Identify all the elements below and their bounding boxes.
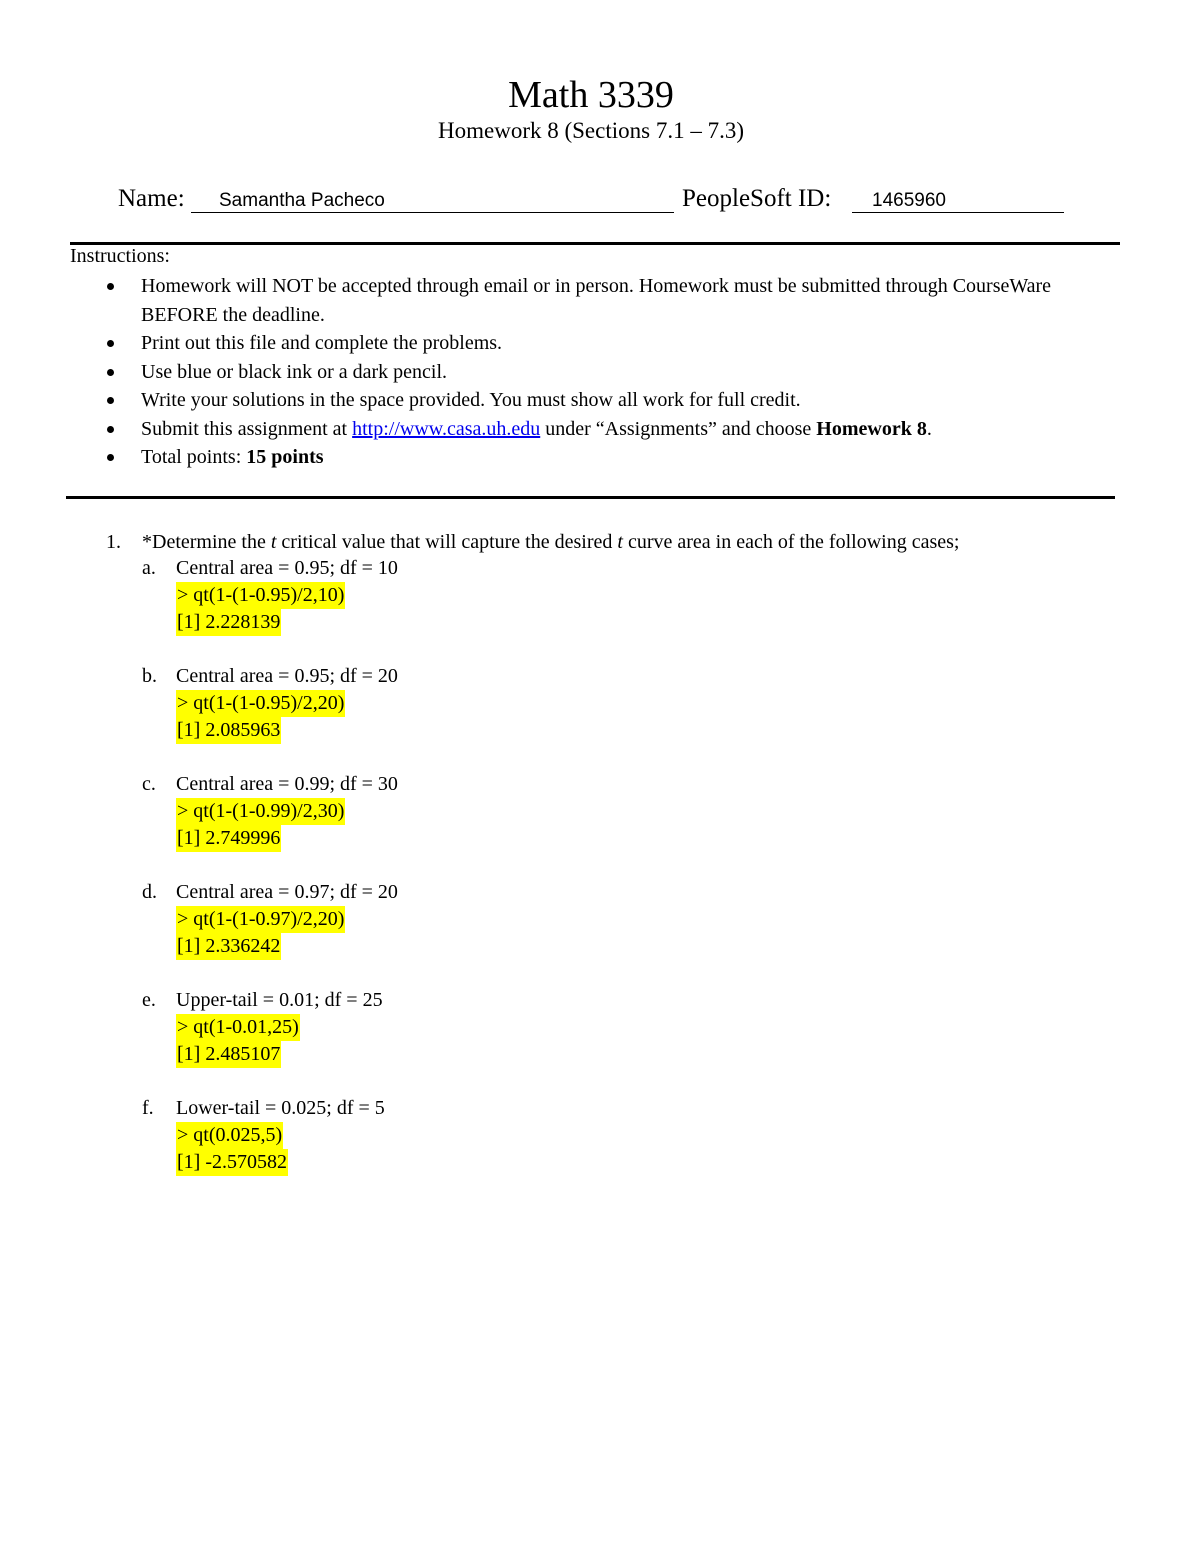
document-title: Math 3339: [508, 74, 674, 116]
part-letter: c.: [142, 773, 156, 795]
bullet-icon: [107, 340, 114, 347]
bullet-icon: [107, 426, 114, 433]
r-command: > qt(1-(1-0.97)/2,20): [176, 906, 345, 933]
r-command: > qt(1-(1-0.99)/2,30): [176, 798, 345, 825]
r-output: [1] 2.485107: [176, 1041, 281, 1068]
question-part-d: [142, 879, 398, 960]
r-output: [1] -2.570582: [176, 1149, 288, 1176]
id-field[interactable]: [852, 190, 1064, 213]
question-part-a: [142, 555, 398, 636]
instruction-item: Use blue or black ink or a dark pencil.: [100, 358, 1110, 387]
casa-link[interactable]: http://www.casa.uh.edu: [352, 417, 541, 440]
r-command: > qt(1-(1-0.95)/2,10): [176, 582, 345, 609]
bullet-icon: [107, 454, 114, 461]
part-letter: a.: [142, 557, 156, 579]
part-prompt: Central area = 0.95; df = 20: [176, 665, 398, 687]
part-letter: b.: [142, 665, 157, 687]
instruction-item: Write your solutions in the space provided. You must show all work for full credit.: [100, 386, 1110, 415]
instructions-label: Instructions:: [70, 245, 170, 267]
bullet-icon: [107, 369, 114, 376]
top-divider: [70, 242, 1120, 245]
r-command: > qt(0.025,5): [176, 1122, 283, 1149]
part-letter: e.: [142, 989, 156, 1011]
part-prompt: Central area = 0.95; df = 10: [176, 557, 398, 579]
name-label: Name:: [118, 185, 185, 212]
r-output: [1] 2.228139: [176, 609, 281, 636]
bottom-divider: [66, 496, 1115, 499]
r-command: > qt(1-0.01,25): [176, 1014, 300, 1041]
name-value: Samantha Pacheco: [219, 190, 385, 211]
id-label: PeopleSoft ID:: [682, 185, 832, 212]
question-part-b: [142, 663, 398, 744]
instruction-item: Print out this file and complete the problems.: [100, 329, 1110, 358]
r-output: [1] 2.749996: [176, 825, 281, 852]
question-part-c: [142, 771, 398, 852]
part-prompt: Central area = 0.99; df = 30: [176, 773, 398, 795]
part-prompt: Central area = 0.97; df = 20: [176, 881, 398, 903]
part-letter: f.: [142, 1097, 154, 1119]
part-prompt: Upper-tail = 0.01; df = 25: [176, 989, 383, 1011]
bullet-icon: [107, 283, 114, 290]
id-value: 1465960: [872, 190, 946, 211]
instruction-item-submit: Submit this assignment at http://www.casa.uh.edu under “Assignments” and choose Homework 8.: [100, 415, 1110, 444]
instruction-item-points: Total points: 15 points: [100, 443, 1110, 472]
r-command: > qt(1-(1-0.95)/2,20): [176, 690, 345, 717]
question-1: 1. *Determine the t critical value that will capture the desired t curve area in each of the following cases;: [106, 528, 959, 556]
document-subtitle: Homework 8 (Sections 7.1 – 7.3): [438, 118, 744, 143]
bullet-icon: [107, 397, 114, 404]
r-output: [1] 2.336242: [176, 933, 281, 960]
instruction-item: Homework will NOT be accepted through email or in person. Homework must be submitted through CourseWare BEFORE the deadline.: [100, 272, 1110, 329]
question-part-f: [142, 1095, 385, 1176]
question-number: 1.: [106, 531, 121, 553]
name-field[interactable]: [191, 190, 674, 213]
question-part-e: [142, 987, 383, 1068]
r-output: [1] 2.085963: [176, 717, 281, 744]
id-row: [682, 183, 831, 215]
part-prompt: Lower-tail = 0.025; df = 5: [176, 1097, 385, 1119]
name-row: [118, 183, 185, 215]
instructions-list: [100, 272, 1110, 472]
part-letter: d.: [142, 881, 157, 903]
